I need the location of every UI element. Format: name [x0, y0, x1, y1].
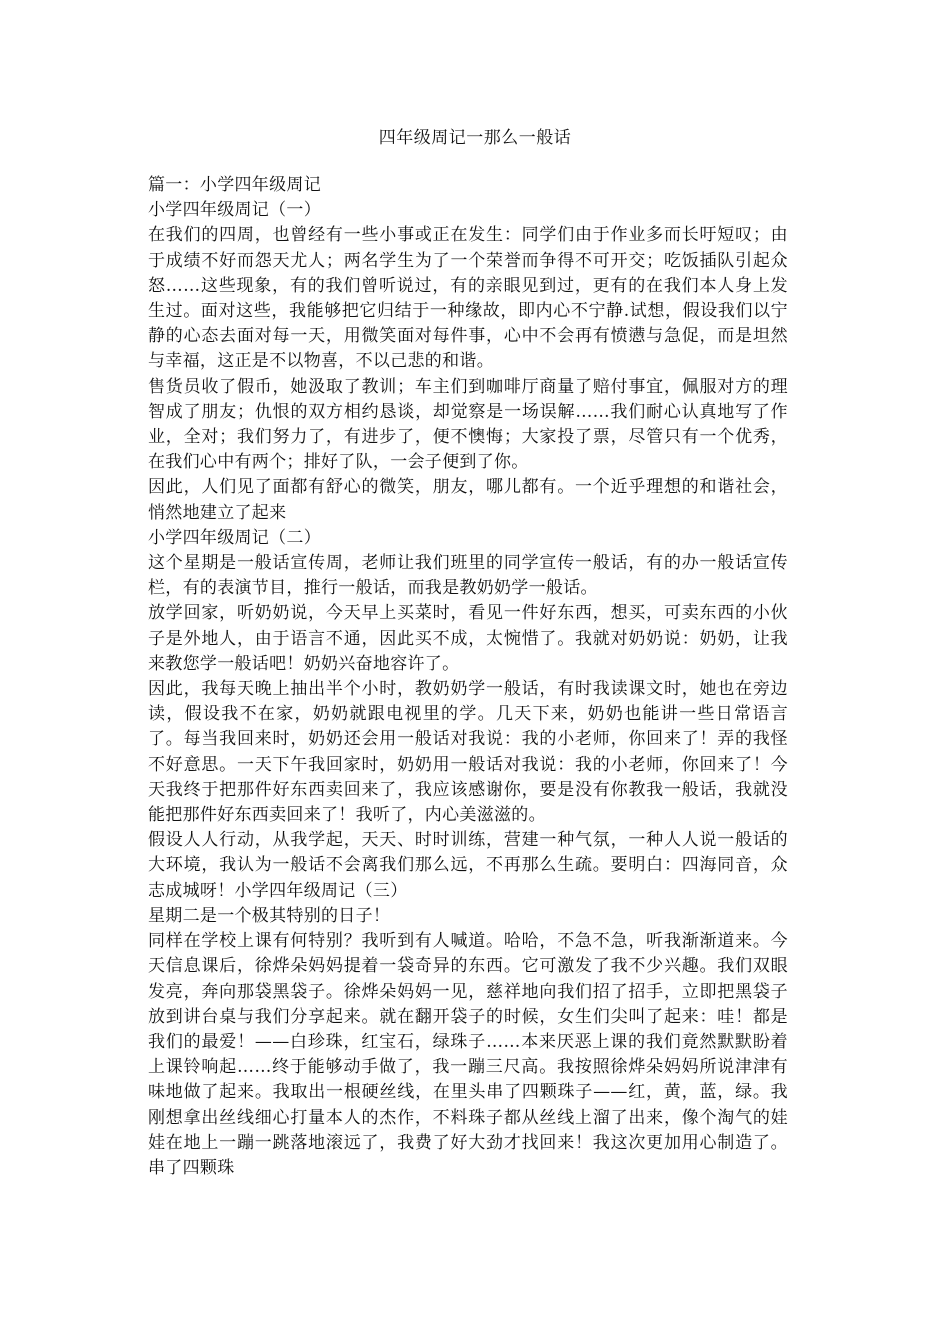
subsection-heading: 小学四年级周记（二）: [148, 527, 321, 548]
body-paragraph: 售货员收了假币，她汲取了教训；车主们到咖啡厅商量了赔付事宜，佩服对方的理智成了朋友；仇恨的双方相约恳谈，却觉察是一场误解……我们耐心认真地写了作业，全对；我们努力了，有进步了，便不懊悔；大家投了票，尽管只有一个优秀，在我们心中有两个；排好了队，一会子便到了你。: [148, 376, 788, 473]
body-paragraph: 这个星期是一般话宣传周，老师让我们班里的同学宣传一般话，有的办一般话宣传栏，有的表演节目，推行一般话，而我是教奶奶学一般话。: [148, 553, 788, 599]
document-body: [148, 173, 788, 1181]
body-paragraph: 星期二是一个极其特别的日子！: [148, 905, 391, 926]
body-paragraph: 因此，人们见了面都有舒心的微笑，朋友，哪儿都有。一个近乎理想的和谐社会，悄然地建立了起来: [148, 477, 788, 523]
body-paragraph: 同样在学校上课有何特别？我听到有人喊道。哈哈，不急不急，听我渐渐道来。今天信息课后，徐烨朵妈妈提着一袋奇异的东西。它可激发了我不少兴趣。我们双眼发亮，奔向那袋黑袋子。徐烨朵妈妈一见，慈祥地向我们招了招手，立即把黑袋子放到讲台桌与我们分享起来。就在翻开袋子的时候，女生们尖叫了起来：哇！都是我们的最爱！——白珍珠，红宝石，绿珠子……本来厌恶上课的我们竟然默默盼着上课铃响起……终于能够动手做了，我一蹦三尺高。我按照徐烨朵妈妈所说津津有味地做了起来。我取出一根硬丝线，在里头串了四颗珠子——红，黄，蓝，绿。我刚想拿出丝线细心打量本人的杰作，不料珠子都从丝线上溜了出来，像个淘气的娃娃在地上一蹦一跳落地滚远了，我费了好大劲才找回来！我这次更加用心制造了。串了四颗珠: [148, 931, 788, 1178]
section-heading: 篇一：小学四年级周记: [148, 175, 321, 195]
body-paragraph: 放学回家，听奶奶说，今天早上买菜时，看见一件好东西，想买，可卖东西的小伙子是外地人，由于语言不通，因此买不成，太惋惜了。我就对奶奶说：奶奶，让我来教您学一般话吧！奶奶兴奋地容许了。: [148, 603, 788, 674]
body-paragraph: 假设人人行动，从我学起，天天、时时训练，营建一种气氛，一种人人说一般话的大环境，我认为一般话不会离我们那么远，不再那么生疏。要明白：四海同音，众志成城呀！小学四年级周记（三）: [148, 830, 788, 901]
document-title: 四年级周记一那么一般话: [378, 128, 572, 148]
subsection-heading: 小学四年级周记（一）: [148, 200, 321, 221]
body-paragraph: 因此，我每天晚上抽出半个小时，教奶奶学一般话，有时我读课文时，她也在旁边读，假设我不在家，奶奶就跟电视里的学。几天下来，奶奶也能讲一些日常语言了。每当我回来时，奶奶还会用一般话对我说：我的小老师，你回来了！弄的我怪不好意思。一天下午我回家时，奶奶用一般话对我说：我的小老师，你回来了！今天我终于把那件好东西卖回来了，我应该感谢你，要是没有你教我一般话，我就没能把那件好东西卖回来了！我听了，内心美滋滋的。: [148, 679, 788, 826]
body-paragraph: 在我们的四周，也曾经有一些小事或正在发生：同学们由于作业多而长吁短叹；由于成绩不好而怨天尤人；两名学生为了一个荣誉而争得不可开交；吃饭插队引起众怒……这些现象，有的我们曾听说过，有的亲眼见到过，更有的在我们本人身上发生过。面对这些，我能够把它归结于一种缘故，即内心不宁静.试想，假设我们以宁静的心态去面对每一天，用微笑面对每件事，心中不会再有愤懑与急促，而是坦然与幸福，这正是不以物喜，不以己悲的和谐。: [148, 225, 788, 372]
